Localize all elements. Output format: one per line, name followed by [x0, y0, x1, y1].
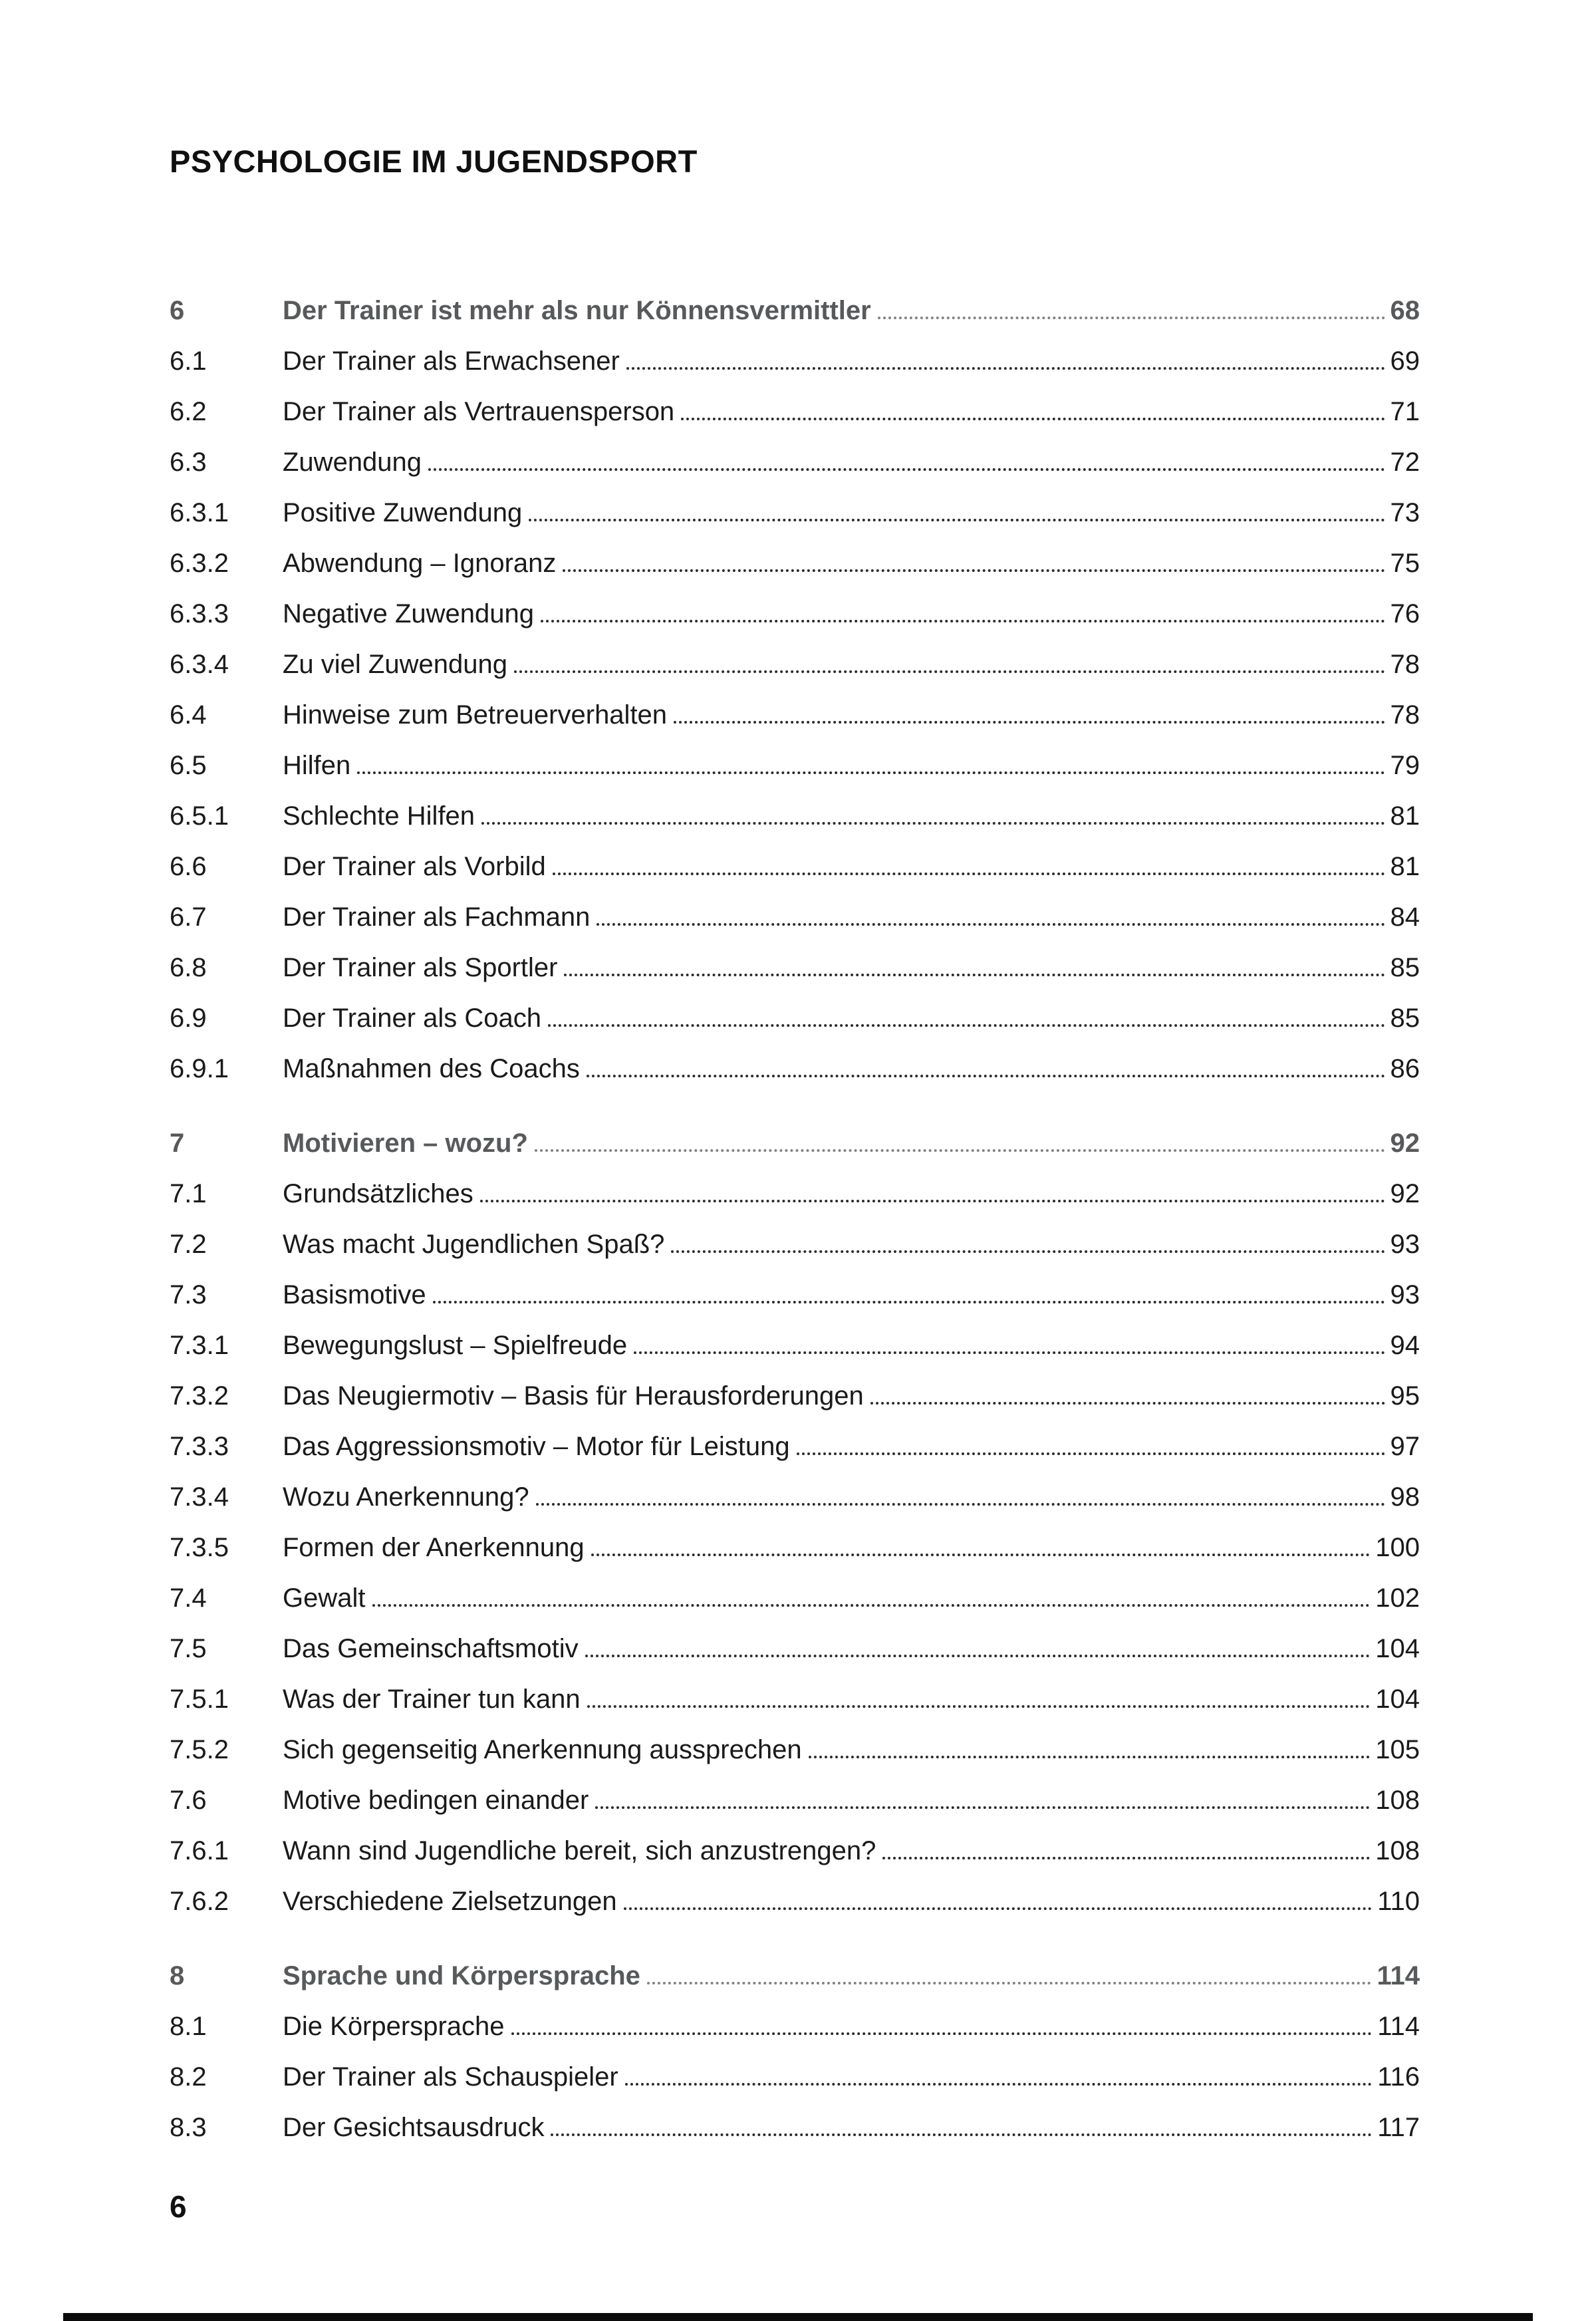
toc-entry-title: Motive bedingen einander	[283, 1786, 589, 1815]
dot-leader	[585, 1655, 1371, 1657]
dot-leader	[535, 1149, 1385, 1152]
toc-entry-pagenumber: 105	[1375, 1735, 1420, 1764]
toc-entry-number: 6.9.1	[170, 1054, 229, 1083]
toc-entry-title: Schlechte Hilfen	[283, 801, 475, 831]
toc-chapter-row	[170, 1129, 1420, 1179]
toc-entry-row	[170, 549, 1420, 599]
toc-entry-pagenumber: 114	[1377, 2012, 1420, 2041]
toc-entry-row	[170, 751, 1420, 801]
dot-leader	[671, 1250, 1385, 1253]
toc-entry-pagenumber: 108	[1375, 1836, 1420, 1865]
toc-entry-title: Sprache und Körpersprache	[283, 1961, 640, 1990]
dot-leader	[514, 670, 1385, 673]
toc-entry-row	[170, 1786, 1420, 1836]
toc-entry-title: Der Trainer ist mehr als nur Könnensvermittler	[283, 296, 871, 325]
toc-entry-pagenumber: 79	[1390, 751, 1420, 780]
toc-entry-pagenumber: 78	[1390, 650, 1420, 679]
toc-entry-row	[170, 1054, 1420, 1105]
toc-entry-row	[170, 1432, 1420, 1482]
toc-entry-row	[170, 1735, 1420, 1786]
toc-entry-row	[170, 953, 1420, 1004]
toc-entry-row	[170, 2113, 1420, 2163]
toc-entry-title: Motivieren – wozu?	[283, 1129, 528, 1158]
dot-leader	[372, 1604, 1371, 1607]
toc-entry-pagenumber: 92	[1390, 1179, 1420, 1208]
toc-entry-row	[170, 1634, 1420, 1685]
toc-entry-pagenumber: 104	[1375, 1634, 1420, 1663]
toc-entry-number: 7.6.1	[170, 1836, 229, 1865]
toc-entry-row	[170, 852, 1420, 902]
toc-entry-row	[170, 1179, 1420, 1230]
toc-entry-number: 6.3.4	[170, 650, 229, 679]
toc-entry-pagenumber: 92	[1390, 1129, 1420, 1158]
toc-entry-number: 8.3	[170, 2113, 207, 2142]
toc-entry-number: 7.3.2	[170, 1381, 229, 1411]
toc-entry-row	[170, 1331, 1420, 1381]
toc-entry-title: Gewalt	[283, 1583, 366, 1613]
toc-entry-number: 6.7	[170, 902, 207, 932]
toc-entry-pagenumber: 95	[1390, 1381, 1420, 1411]
toc-entry-number: 6.5.1	[170, 801, 229, 831]
dot-leader	[597, 923, 1385, 926]
scan-edge-artifact	[63, 2313, 1533, 2321]
toc-entry-row	[170, 2062, 1420, 2113]
toc-entry-title: Hilfen	[283, 751, 351, 780]
toc-entry-title: Der Trainer als Erwachsener	[283, 346, 620, 376]
toc-entry-pagenumber: 81	[1390, 852, 1420, 881]
toc-entry-title: Zu viel Zuwendung	[283, 650, 507, 679]
toc-entry-pagenumber: 116	[1377, 2062, 1420, 2092]
toc-entry-pagenumber: 98	[1390, 1482, 1420, 1512]
toc-entry-number: 7.3.3	[170, 1432, 229, 1461]
toc-entry-title: Die Körpersprache	[283, 2012, 505, 2041]
toc-entry-number: 6.3.3	[170, 599, 229, 628]
dot-leader	[624, 1907, 1373, 1910]
toc-entry-title: Der Trainer als Schauspieler	[283, 2062, 618, 2092]
toc-entry-title: Hinweise zum Betreuerverhalten	[283, 700, 668, 730]
toc-entry-title: Maßnahmen des Coachs	[283, 1054, 580, 1083]
toc-entry-row	[170, 1533, 1420, 1583]
toc-entry-number: 7.3.1	[170, 1331, 229, 1360]
toc-entry-pagenumber: 102	[1375, 1583, 1420, 1613]
toc-entry-number: 8	[170, 1961, 185, 1990]
toc-entry-number: 7.5	[170, 1634, 207, 1663]
toc-entry-pagenumber: 104	[1375, 1685, 1420, 1714]
toc-entry-title: Abwendung – Ignoranz	[283, 549, 557, 578]
toc-entry-number: 7.6.2	[170, 1887, 229, 1916]
dot-leader	[591, 1554, 1371, 1556]
table-of-contents	[170, 296, 1420, 2163]
toc-entry-row	[170, 599, 1420, 650]
toc-entry-title: Der Trainer als Sportler	[283, 953, 558, 982]
toc-entry-title: Das Gemeinschaftsmotiv	[283, 1634, 579, 1663]
toc-entry-number: 6.6	[170, 852, 207, 881]
dot-leader	[797, 1452, 1385, 1455]
dot-leader	[553, 873, 1385, 875]
dot-leader	[428, 468, 1385, 471]
dot-leader	[587, 1705, 1371, 1708]
toc-entry-number: 7.1	[170, 1179, 207, 1208]
toc-section-chapter-6	[170, 296, 1420, 1105]
toc-entry-number: 6.1	[170, 346, 207, 376]
dot-leader	[681, 418, 1385, 420]
toc-entry-pagenumber: 73	[1390, 498, 1420, 527]
toc-entry-number: 7.2	[170, 1230, 207, 1259]
dot-leader	[541, 620, 1385, 622]
toc-entry-pagenumber: 84	[1390, 902, 1420, 932]
dot-leader	[882, 1857, 1370, 1859]
dot-leader	[647, 1982, 1372, 1984]
toc-entry-title: Bewegungslust – Spielfreude	[283, 1331, 628, 1360]
toc-entry-pagenumber: 81	[1390, 801, 1420, 831]
toc-section-chapter-7	[170, 1129, 1420, 1937]
toc-entry-number: 6.3	[170, 448, 207, 477]
running-header-title: PSYCHOLOGIE IM JUGENDSPORT	[170, 144, 698, 179]
toc-entry-row	[170, 448, 1420, 498]
dot-leader	[536, 1503, 1385, 1506]
footer-page-number: 6	[170, 2189, 187, 2224]
dot-leader	[674, 721, 1385, 724]
toc-section-chapter-8	[170, 1961, 1420, 2163]
toc-entry-row	[170, 1583, 1420, 1634]
toc-entry-row	[170, 650, 1420, 700]
dot-leader	[481, 822, 1385, 825]
toc-entry-title: Der Trainer als Fachmann	[283, 902, 591, 932]
toc-entry-number: 6.4	[170, 700, 207, 730]
toc-entry-title: Der Trainer als Vertrauensperson	[283, 397, 675, 426]
dot-leader	[357, 771, 1385, 774]
dot-leader	[480, 1200, 1385, 1202]
toc-entry-title: Der Trainer als Vorbild	[283, 852, 546, 881]
toc-entry-pagenumber: 71	[1390, 397, 1420, 426]
toc-entry-pagenumber: 110	[1377, 1887, 1420, 1916]
toc-entry-pagenumber: 117	[1377, 2113, 1420, 2142]
dot-leader	[433, 1301, 1385, 1303]
toc-entry-number: 8.1	[170, 2012, 207, 2041]
dot-leader	[595, 1806, 1370, 1809]
toc-entry-title: Positive Zuwendung	[283, 498, 523, 527]
dot-leader	[809, 1756, 1371, 1758]
toc-entry-pagenumber: 100	[1375, 1533, 1420, 1562]
dot-leader	[625, 2083, 1373, 2086]
toc-entry-row	[170, 2012, 1420, 2062]
toc-entry-row	[170, 346, 1420, 397]
toc-entry-pagenumber: 76	[1390, 599, 1420, 628]
dot-leader	[870, 1402, 1385, 1405]
toc-entry-number: 6.5	[170, 751, 207, 780]
toc-entry-title: Das Aggressionsmotiv – Motor für Leistung	[283, 1432, 790, 1461]
toc-entry-title: Wozu Anerkennung?	[283, 1482, 529, 1512]
toc-entry-title: Was macht Jugendlichen Spaß?	[283, 1230, 665, 1259]
toc-entry-number: 7.6	[170, 1786, 207, 1815]
toc-entry-title: Grundsätzliches	[283, 1179, 473, 1208]
toc-entry-pagenumber: 94	[1390, 1331, 1420, 1360]
toc-entry-number: 7.3.5	[170, 1533, 229, 1562]
dot-leader	[551, 2133, 1372, 2136]
dot-leader	[634, 1351, 1385, 1354]
toc-entry-title: Was der Trainer tun kann	[283, 1685, 581, 1714]
toc-entry-pagenumber: 85	[1390, 1004, 1420, 1033]
dot-leader	[878, 317, 1385, 319]
toc-entry-title: Verschiedene Zielsetzungen	[283, 1887, 617, 1916]
dot-leader	[529, 519, 1385, 521]
toc-entry-pagenumber: 114	[1377, 1961, 1420, 1990]
toc-entry-number: 6.9	[170, 1004, 207, 1033]
toc-entry-title: Formen der Anerkennung	[283, 1533, 585, 1562]
toc-entry-row	[170, 1280, 1420, 1331]
toc-entry-title: Wann sind Jugendliche bereit, sich anzustrengen?	[283, 1836, 876, 1865]
toc-entry-number: 8.2	[170, 2062, 207, 2092]
toc-entry-pagenumber: 72	[1390, 448, 1420, 477]
toc-entry-row	[170, 902, 1420, 953]
toc-entry-number: 7.3.4	[170, 1482, 229, 1512]
toc-entry-number: 7.5.1	[170, 1685, 229, 1714]
toc-entry-row	[170, 1381, 1420, 1432]
toc-entry-title: Basismotive	[283, 1280, 426, 1309]
toc-entry-row	[170, 1836, 1420, 1887]
toc-entry-title: Das Neugiermotiv – Basis für Herausforderungen	[283, 1381, 864, 1411]
toc-entry-number: 6.2	[170, 397, 207, 426]
toc-entry-row	[170, 801, 1420, 852]
toc-entry-number: 7	[170, 1129, 185, 1158]
toc-chapter-row	[170, 296, 1420, 346]
toc-entry-row	[170, 1887, 1420, 1937]
toc-entry-row	[170, 700, 1420, 751]
toc-entry-number: 6.3.2	[170, 549, 229, 578]
toc-entry-number: 7.5.2	[170, 1735, 229, 1764]
toc-entry-title: Der Trainer als Coach	[283, 1004, 542, 1033]
toc-entry-row	[170, 498, 1420, 549]
toc-entry-pagenumber: 75	[1390, 549, 1420, 578]
dot-leader	[511, 2032, 1373, 2035]
toc-entry-title: Der Gesichtsausdruck	[283, 2113, 545, 2142]
toc-entry-pagenumber: 97	[1390, 1432, 1420, 1461]
toc-entry-row	[170, 1482, 1420, 1533]
dot-leader	[548, 1024, 1385, 1027]
toc-entry-title: Zuwendung	[283, 448, 422, 477]
toc-entry-pagenumber: 68	[1390, 296, 1420, 325]
toc-entry-pagenumber: 108	[1375, 1786, 1420, 1815]
toc-entry-number: 6	[170, 296, 185, 325]
toc-entry-number: 7.3	[170, 1280, 207, 1309]
toc-entry-pagenumber: 93	[1390, 1230, 1420, 1259]
toc-entry-title: Negative Zuwendung	[283, 599, 535, 628]
toc-entry-number: 6.8	[170, 953, 207, 982]
dot-leader	[587, 1075, 1385, 1077]
toc-entry-pagenumber: 69	[1390, 346, 1420, 376]
dot-leader	[626, 367, 1385, 370]
toc-entry-number: 7.4	[170, 1583, 207, 1613]
dot-leader	[563, 569, 1385, 572]
toc-entry-pagenumber: 78	[1390, 700, 1420, 730]
toc-entry-number: 6.3.1	[170, 498, 229, 527]
toc-entry-row	[170, 397, 1420, 448]
toc-entry-row	[170, 1685, 1420, 1735]
toc-entry-row	[170, 1230, 1420, 1280]
toc-entry-pagenumber: 86	[1390, 1054, 1420, 1083]
toc-entry-pagenumber: 85	[1390, 953, 1420, 982]
toc-entry-row	[170, 1004, 1420, 1054]
toc-chapter-row	[170, 1961, 1420, 2012]
toc-entry-pagenumber: 93	[1390, 1280, 1420, 1309]
toc-entry-title: Sich gegenseitig Anerkennung aussprechen	[283, 1735, 802, 1764]
dot-leader	[564, 974, 1385, 976]
